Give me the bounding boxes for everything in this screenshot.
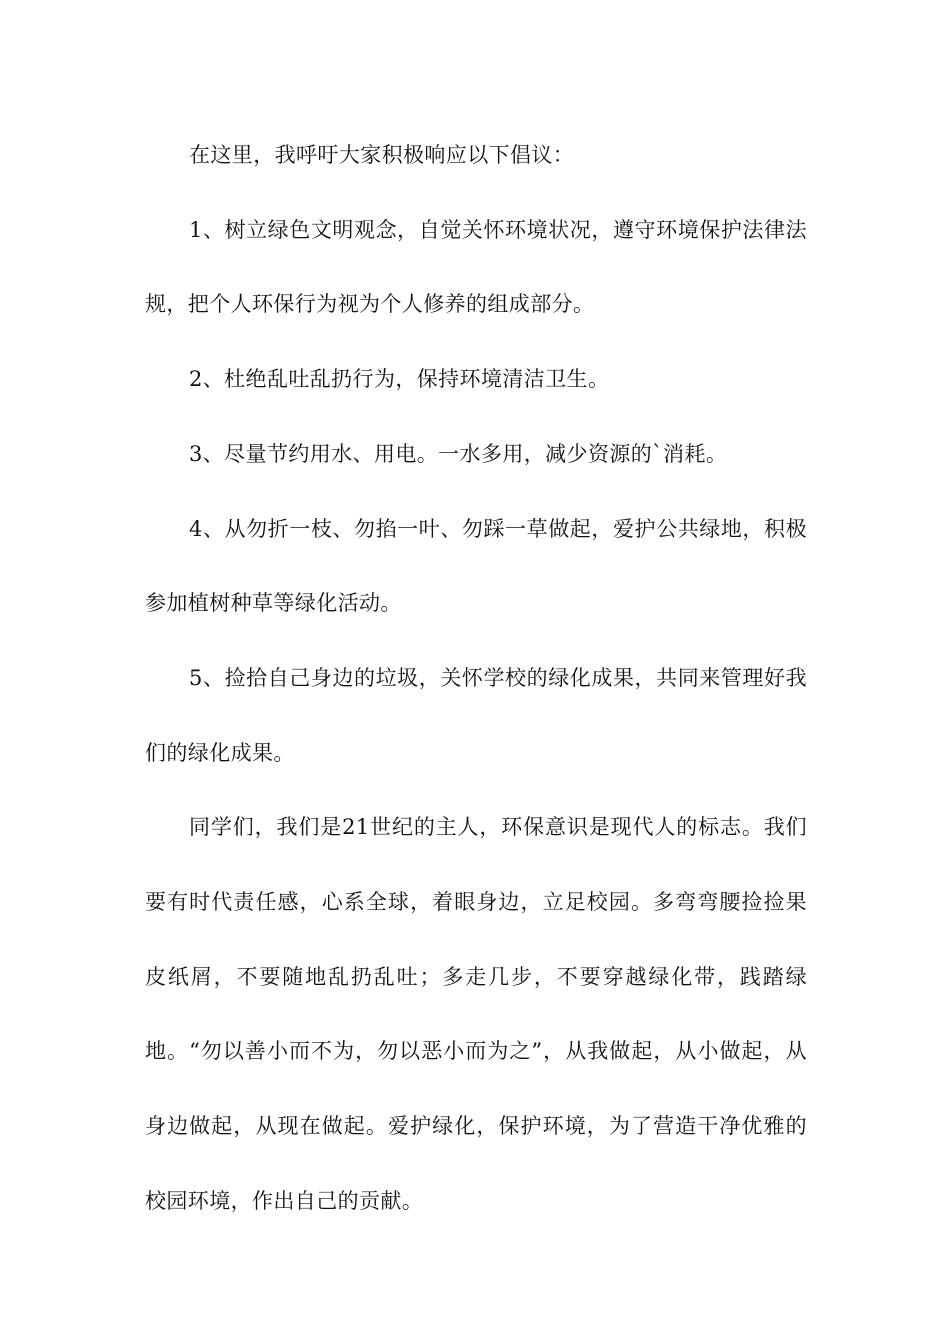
paragraph-item-5: 5、捡拾自己身边的垃圾，关怀学校的绿化成果，共同来管理好我们的绿化成果。 [145,665,807,765]
paragraph-item-1: 1、树立绿色文明观念，自觉关怀环境状况，遵守环境保护法律法规，把个人环保行为视为个人修养的组成部分。 [145,217,807,317]
paragraph-item-4: 4、从勿折一枝、勿掐一叶、勿踩一草做起，爱护公共绿地，积极参加植树种草等绿化活动。 [145,516,807,616]
paragraph-intro: 在这里，我呼吁大家积极响应以下倡议： [189,143,575,167]
document-body [145,118,807,1239]
paragraph-item-3: 3、尽量节约用水、用电。一水多用，减少资源的`消耗。 [189,441,728,466]
paragraph-item-2: 2、杜绝乱吐乱扔行为，保持环境清洁卫生。 [189,367,610,392]
paragraph-conclusion: 同学们，我们是21世纪的主人，环保意识是现代人的标志。我们要有时代责任感，心系全球，着眼身边，立足校园。多弯弯腰捡捡果皮纸屑，不要随地乱扔乱吐；多走几步，不要穿越绿化带，践踏绿地。“勿以善小而不为，勿以恶小而为之”，从我做起，从小做起，从身边做起，从现在做起。爱护绿化，保护环境，为了营造干净优雅的校园环境，作出自己的贡献。 [145,815,807,1213]
